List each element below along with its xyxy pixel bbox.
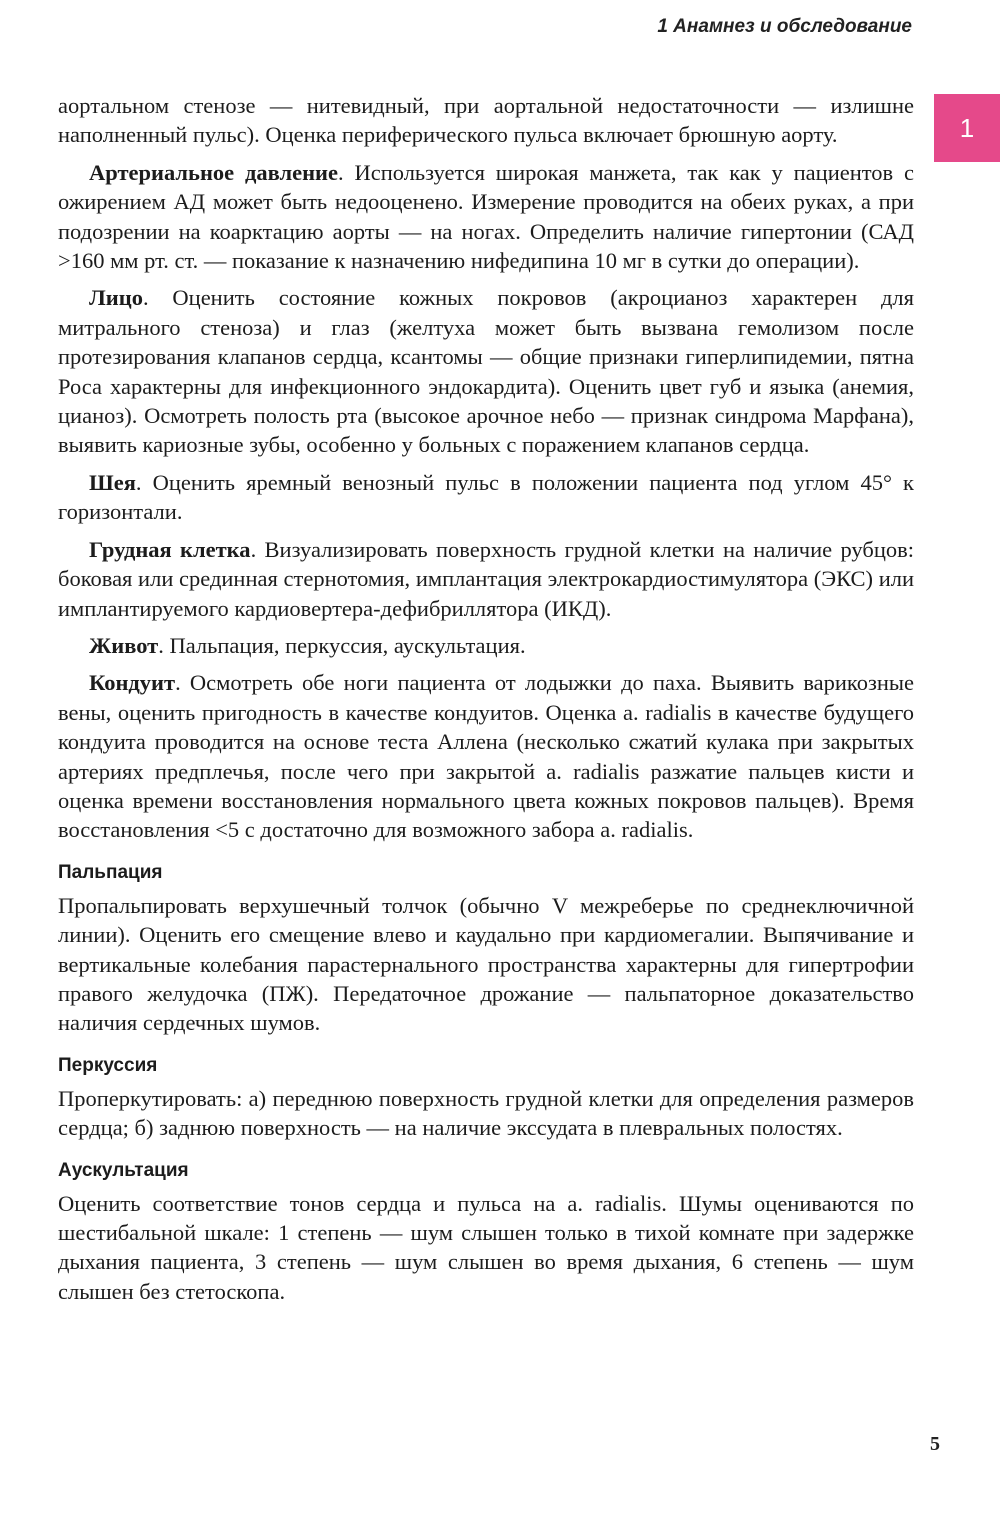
heading-palpation: Пальпация (58, 861, 163, 883)
paragraph-auscultation: Оценить соответствие тонов сердца и пульса на a. radialis. Шумы оцениваются по шестибальной шкале: 1 степень — шум слышен только в тихой комнате при задержке дыхания пациента, 3 степень — шум слышен во время дыхания, 6 степень — шум слышен без стетоскопа. (58, 1190, 914, 1304)
paragraph-blood-pressure (58, 158, 914, 276)
paragraph-conduit (58, 668, 914, 844)
paragraph-palpation: Пропальпировать верхушечный толчок (обычно V межреберье по среднеключичной линии). Оценить его смещение влево и каудально при кардиомегалии. Выпячивание и вертикальные колебания парастернального пространства характерны для гипертрофии правого желудочка (ПЖ). Передаточное дрожание — пальпаторное доказательство наличия сердечных шумов. (58, 892, 914, 1036)
text-neck: . Оценить яремный венозный пульс в положении пациента под углом 45° к горизонтали. (58, 469, 914, 525)
text-face: . Оценить состояние кожных покровов (акроцианоз характерен для митрального стеноза) и глаз (желтуха может быть вызвана гемолизом после протезирования клапанов сердца, ксантомы — общие признаки гиперлипидемии, пятна Роса характерны для инфекционного эндокардита). Оценить цвет губ и языка (анемия, цианоз). Осмотреть полость рта (высокое арочное небо — признак синдрома Марфана), выявить кариозные зубы, особенно у больных с поражением клапанов сердца. (58, 285, 914, 458)
term-conduit: Кондуит (89, 670, 176, 696)
paragraph-abdomen (58, 631, 914, 660)
text-chest: . Визуализировать поверхность грудной клетки на наличие рубцов: боковая или срединная стернотомия, имплантация электрокардиостимулятора (ЭКС) или имплантируемого кардиовертера-дефибриллятора (ИКД). (58, 536, 914, 621)
paragraph-neck (58, 468, 914, 527)
term-chest: Грудная клетка (89, 536, 251, 562)
paragraph-chest (58, 535, 914, 623)
term-blood-pressure: Артериальное давление (89, 159, 338, 185)
term-abdomen: Живот (89, 632, 159, 658)
running-header: 1 Анамнез и обследование (657, 16, 912, 37)
text-blood-pressure: . Используется широкая манжета, так как у пациентов с ожирением АД может быть недооценено. Измерение проводится на обеих руках, а при подозрении на коарктацию аорты — на ногах. Определить наличие гипертонии (САД >160 мм рт. ст. — показание к назначению нифедипина 10 мг в сутки до операции). (58, 159, 914, 274)
page-body (58, 91, 914, 1314)
heading-auscultation: Аускультация (58, 1159, 189, 1181)
heading-percussion: Перкуссия (58, 1054, 158, 1076)
text-abdomen: . Пальпация, перкуссия, аускультация. (158, 632, 526, 658)
paragraph-intro: аортальном стенозе — нитевидный, при аортальной недостаточности — излишне наполненный пульс). Оценка периферического пульса включает брюшную аорту. (58, 93, 914, 148)
paragraph-percussion: Проперкутировать: а) переднюю поверхность грудной клетки для определения размеров сердца; б) заднюю поверхность — на наличие экссудата в плевральных полостях. (58, 1085, 914, 1141)
page-number: 5 (930, 1433, 940, 1455)
term-face: Лицо (89, 285, 143, 311)
term-neck: Шея (89, 469, 136, 495)
text-conduit: . Осмотреть обе ноги пациента от лодыжки до паха. Выявить варикозные вены, оценить пригодность в качестве кондуитов. Оценка a. radialis в качестве будущего кондуита проводится на основе теста Аллена (несколько сжатий кулака при закрытых артериях предплечья, после чего при закрытой a. radialis разжатие пальцев кисти и оценка времени восстановления нормального цвета кожных покровов пальцев). Время восстановления <5 с достаточно для возможного забора a. radialis. (58, 670, 914, 843)
chapter-tab: 1 (934, 94, 1000, 162)
paragraph-face (58, 283, 914, 459)
